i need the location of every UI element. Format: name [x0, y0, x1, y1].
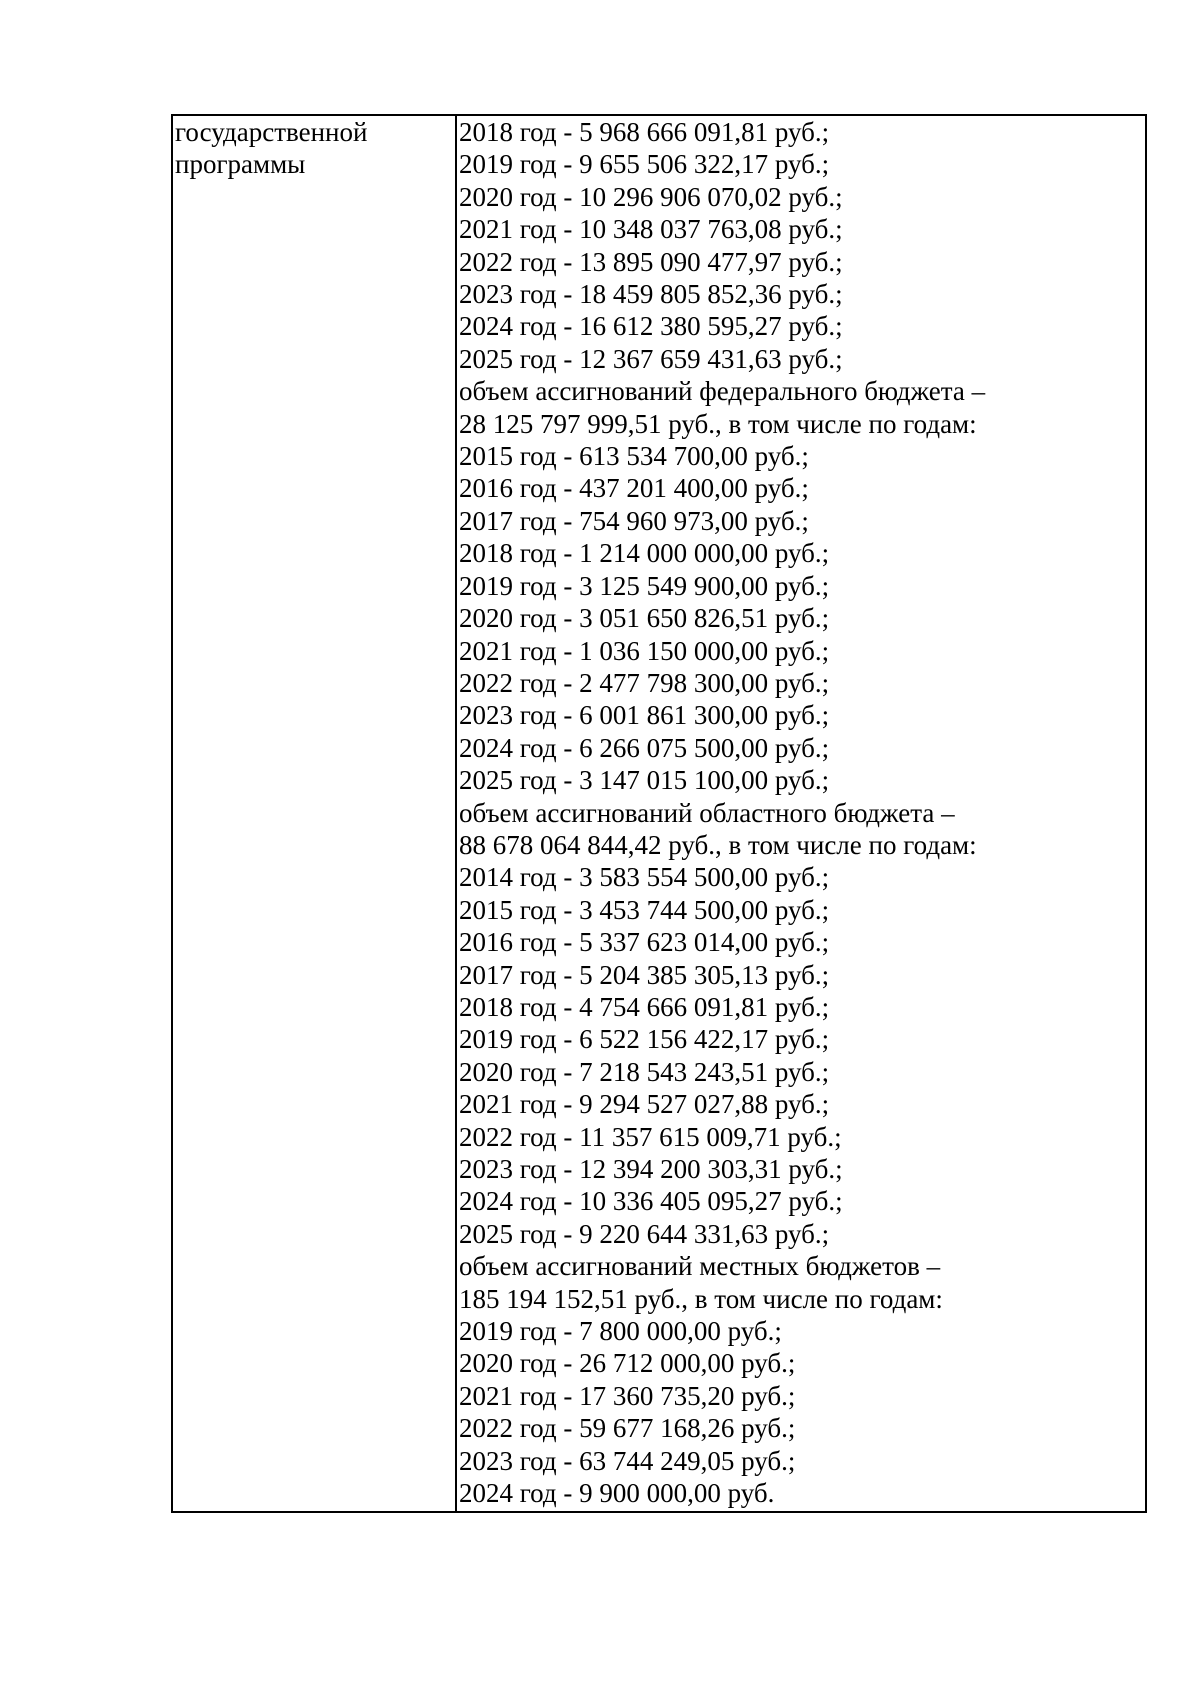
value-line: 2016 год - 5 337 623 014,00 руб.; — [459, 927, 830, 958]
value-line: 2022 год - 59 677 168,26 руб.; — [459, 1413, 796, 1444]
value-line: 2018 год - 1 214 000 000,00 руб.; — [459, 538, 830, 569]
value-line: 2023 год - 18 459 805 852,36 руб.; — [459, 279, 843, 310]
value-line: 2022 год - 11 357 615 009,71 руб.; — [459, 1121, 842, 1152]
value-line: 2021 год - 9 294 527 027,88 руб.; — [459, 1089, 830, 1120]
value-line: 2018 год - 4 754 666 091,81 руб.; — [459, 991, 830, 1022]
value-line: 2015 год - 3 453 744 500,00 руб.; — [459, 894, 830, 925]
value-line: 2016 год - 437 201 400,00 руб.; — [459, 473, 809, 504]
value-line: объем ассигнований местных бюджетов – — [459, 1251, 941, 1282]
value-line: 2025 год - 12 367 659 431,63 руб.; — [459, 343, 843, 374]
value-line: объем ассигнований федерального бюджета – — [459, 376, 986, 407]
label-line: программы — [175, 149, 306, 180]
value-line: 2023 год - 6 001 861 300,00 руб.; — [459, 700, 830, 731]
value-line: 2025 год - 3 147 015 100,00 руб.; — [459, 765, 830, 796]
value-line: 2024 год - 10 336 405 095,27 руб.; — [459, 1186, 843, 1217]
value-line: 2017 год - 5 204 385 305,13 руб.; — [459, 959, 830, 990]
value-line: 2019 год - 7 800 000,00 руб.; — [459, 1316, 782, 1347]
label-cell — [172, 115, 456, 1512]
value-line: 185 194 152,51 руб., в том числе по годам: — [459, 1283, 943, 1314]
value-line: 2019 год - 9 655 506 322,17 руб.; — [459, 149, 830, 180]
value-line: 2021 год - 1 036 150 000,00 руб.; — [459, 635, 830, 666]
value-line: 2014 год - 3 583 554 500,00 руб.; — [459, 862, 830, 893]
value-line: 2025 год - 9 220 644 331,63 руб.; — [459, 1218, 830, 1249]
value-line: 2022 год - 2 477 798 300,00 руб.; — [459, 667, 830, 698]
value-line: 2019 год - 6 522 156 422,17 руб.; — [459, 1024, 830, 1055]
value-line: 2023 год - 12 394 200 303,31 руб.; — [459, 1154, 843, 1184]
value-line: 2019 год - 3 125 549 900,00 руб.; — [459, 570, 830, 601]
value-line: 2017 год - 754 960 973,00 руб.; — [459, 505, 809, 536]
value-line: 2024 год - 16 612 380 595,27 руб.; — [459, 311, 843, 342]
value-line: 2015 год - 613 534 700,00 руб.; — [459, 441, 809, 472]
value-line: 28 125 797 999,51 руб., в том числе по годам: — [459, 408, 977, 439]
value-line: 2021 год - 17 360 735,20 руб.; — [459, 1380, 796, 1411]
value-line: 2024 год - 6 266 075 500,00 руб.; — [459, 732, 830, 763]
value-line: 2020 год - 26 712 000,00 руб.; — [459, 1348, 796, 1379]
table-row — [172, 115, 1146, 1512]
value-line: 2024 год - 9 900 000,00 руб. — [459, 1478, 775, 1509]
value-line: 2018 год - 5 968 666 091,81 руб.; — [459, 117, 830, 147]
value-line: 2022 год - 13 895 090 477,97 руб.; — [459, 246, 843, 277]
value-line: объем ассигнований областного бюджета – — [459, 797, 955, 828]
value-line: 2021 год - 10 348 037 763,08 руб.; — [459, 214, 843, 245]
funding-table — [171, 114, 1147, 1513]
label-line: государственной — [175, 117, 368, 147]
value-cell — [456, 115, 1146, 1512]
value-line: 2020 год - 10 296 906 070,02 руб.; — [459, 181, 843, 212]
value-line: 2020 год - 7 218 543 243,51 руб.; — [459, 1056, 830, 1087]
value-line: 88 678 064 844,42 руб., в том числе по годам: — [459, 829, 977, 860]
value-line: 2020 год - 3 051 650 826,51 руб.; — [459, 603, 830, 634]
value-line: 2023 год - 63 744 249,05 руб.; — [459, 1445, 796, 1476]
